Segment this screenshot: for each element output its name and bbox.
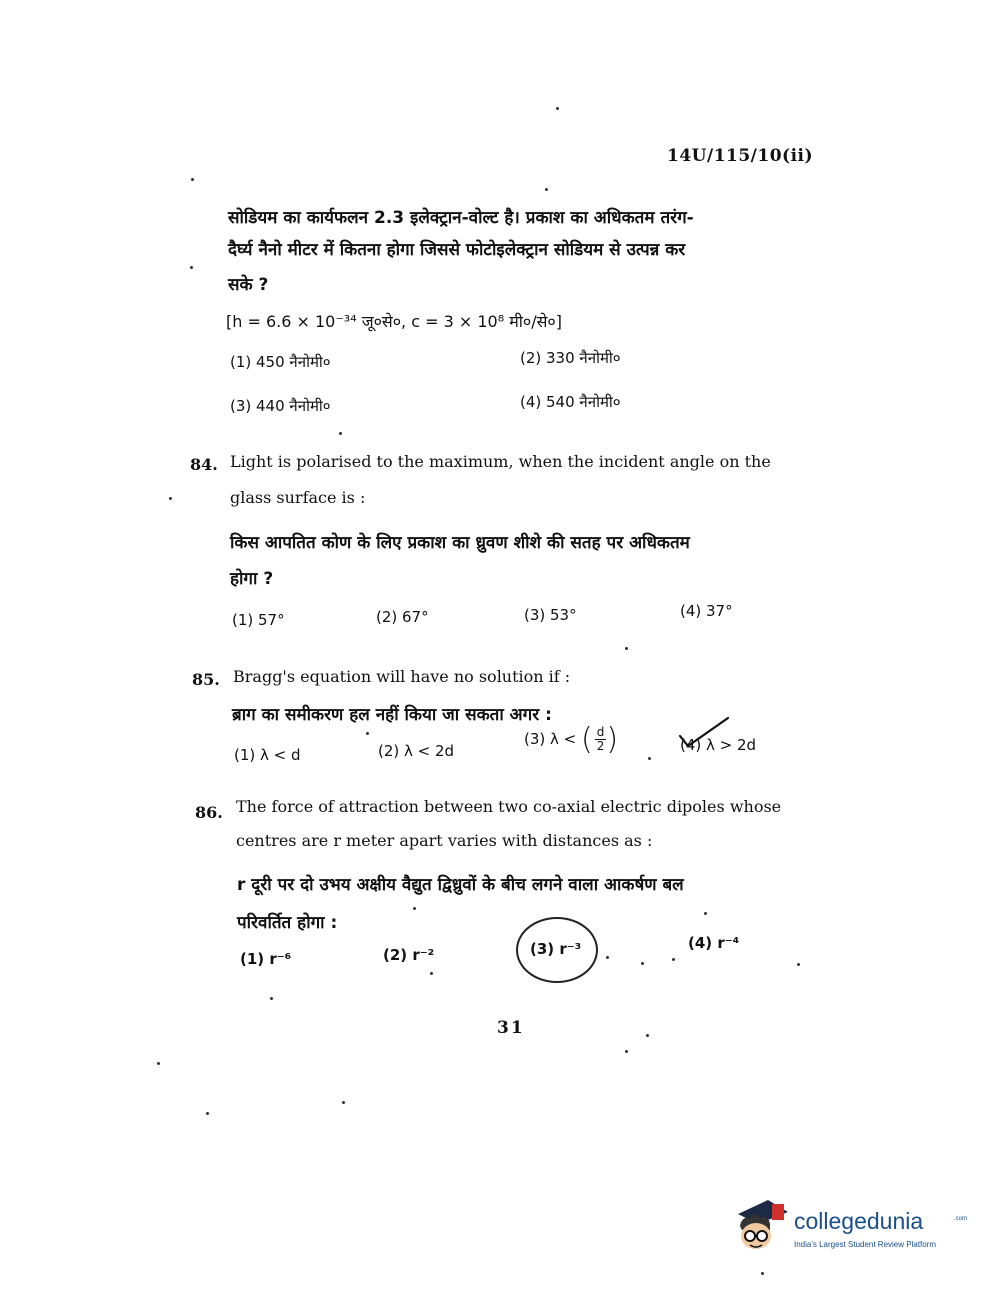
- q84-option-4: (4) 37°: [680, 602, 733, 620]
- scan-speck: [157, 1062, 160, 1065]
- q85-hindi-line1: ब्राग का समीकरण हल नहीं किया जा सकता अगर :: [232, 705, 552, 725]
- fraction-denominator: 2: [596, 739, 605, 753]
- scan-speck: [270, 997, 273, 1000]
- q84-number: 84.: [190, 455, 218, 474]
- q83-hindi-line2: दैर्घ्य नैनो मीटर में कितना होगा जिससे फोटोइलेक्ट्रान सोडियम से उत्पन्न कर: [228, 240, 686, 260]
- q85-number: 85.: [192, 670, 220, 689]
- q83-hindi-line1: सोडियम का कार्यफलन 2.3 इलेक्ट्रान-वोल्ट है। प्रकाश का अधिकतम तरंग-: [228, 208, 694, 228]
- q85-option-3-label: (3) λ <: [524, 730, 577, 748]
- handwritten-tick-mark-icon: [676, 716, 732, 750]
- q86-option-3: (3) r⁻³: [530, 940, 582, 958]
- scan-speck: [672, 958, 675, 961]
- q86-option-4: (4) r⁻⁴: [688, 934, 740, 952]
- q86-hindi-line1: r दूरी पर दो उभय अक्षीय वैद्युत द्विध्रुवों के बीच लगने वाला आकर्षण बल: [237, 875, 684, 895]
- q83-hindi-line3: सके ?: [228, 275, 269, 295]
- scan-speck: [413, 907, 416, 910]
- q85-option-1: (1) λ < d: [234, 746, 301, 764]
- q86-english-line2: centres are r meter apart varies with distances as :: [236, 831, 653, 850]
- q86-number: 86.: [195, 803, 223, 822]
- scan-speck: [761, 1272, 764, 1275]
- q85-option-2: (2) λ < 2d: [378, 742, 455, 760]
- logo-domain-suffix: .com: [954, 1216, 968, 1222]
- q84-hindi-line1: किस आपतित कोण के लिए प्रकाश का ध्रुवण शीशे की सतह पर अधिकतम: [230, 533, 690, 553]
- logo-tagline: India's Largest Student Review Platform: [794, 1240, 937, 1249]
- q86-english-line1: The force of attraction between two co-axial electric dipoles whose: [236, 797, 782, 816]
- q84-option-1: (1) 57°: [232, 611, 285, 629]
- q83-option-4: (4) 540 नैनोमी०: [520, 393, 621, 411]
- q83-option-2: (2) 330 नैनोमी०: [520, 349, 621, 367]
- scan-speck: [606, 956, 609, 959]
- q85-option-3: [524, 722, 618, 757]
- q83-constants: [h = 6.6 × 10⁻³⁴ जू०से०, c = 3 × 10⁸ मी०/से०]: [226, 312, 562, 331]
- q86-option-1: (1) r⁻⁶: [240, 950, 292, 968]
- scan-speck: [342, 1101, 345, 1104]
- scan-speck: [190, 266, 193, 269]
- scan-speck: [641, 962, 644, 965]
- mascot-icon: [732, 1196, 790, 1254]
- collegedunia-logo[interactable]: [732, 1196, 968, 1258]
- q84-option-2: (2) 67°: [376, 608, 429, 626]
- scan-speck: [648, 757, 651, 760]
- q83-option-3: (3) 440 नैनोमी०: [230, 397, 331, 415]
- fraction-d-over-2: [595, 726, 607, 753]
- scan-speck: [625, 647, 628, 650]
- handwritten-answer-circle: [516, 917, 598, 983]
- fraction-numerator: d: [596, 725, 605, 739]
- q85-option-4: (4) λ > 2d: [680, 736, 757, 754]
- scan-speck: [206, 1112, 209, 1115]
- q86-hindi-line2: परिवर्तित होगा :: [237, 913, 338, 933]
- q83-option-1: (1) 450 नैनोमी०: [230, 353, 331, 371]
- paper-code: 14U/115/10(ii): [667, 146, 814, 166]
- scan-speck: [646, 1034, 649, 1037]
- scan-speck: [430, 972, 433, 975]
- q85-english-line1: Bragg's equation will have no solution if :: [233, 667, 571, 686]
- scan-speck: [339, 432, 342, 435]
- right-paren: ): [606, 722, 619, 757]
- q84-option-3: (3) 53°: [524, 606, 577, 624]
- scan-speck: [169, 497, 172, 500]
- q86-option-2: (2) r⁻²: [383, 946, 435, 964]
- q84-english-line2: glass surface is :: [230, 488, 366, 507]
- scan-speck: [545, 188, 548, 191]
- scan-speck: [704, 912, 707, 915]
- scan-speck: [191, 178, 194, 181]
- scan-speck: [625, 1050, 628, 1053]
- left-paren: (: [581, 722, 593, 757]
- logo-wordmark: collegedunia: [794, 1208, 924, 1234]
- scan-speck: [797, 963, 800, 966]
- q84-english-line1: Light is polarised to the maximum, when the incident angle on the: [230, 452, 771, 471]
- page-number: 31: [497, 1018, 525, 1038]
- q84-hindi-line2: होगा ?: [230, 569, 274, 589]
- scan-speck: [366, 732, 369, 735]
- scan-speck: [556, 107, 559, 110]
